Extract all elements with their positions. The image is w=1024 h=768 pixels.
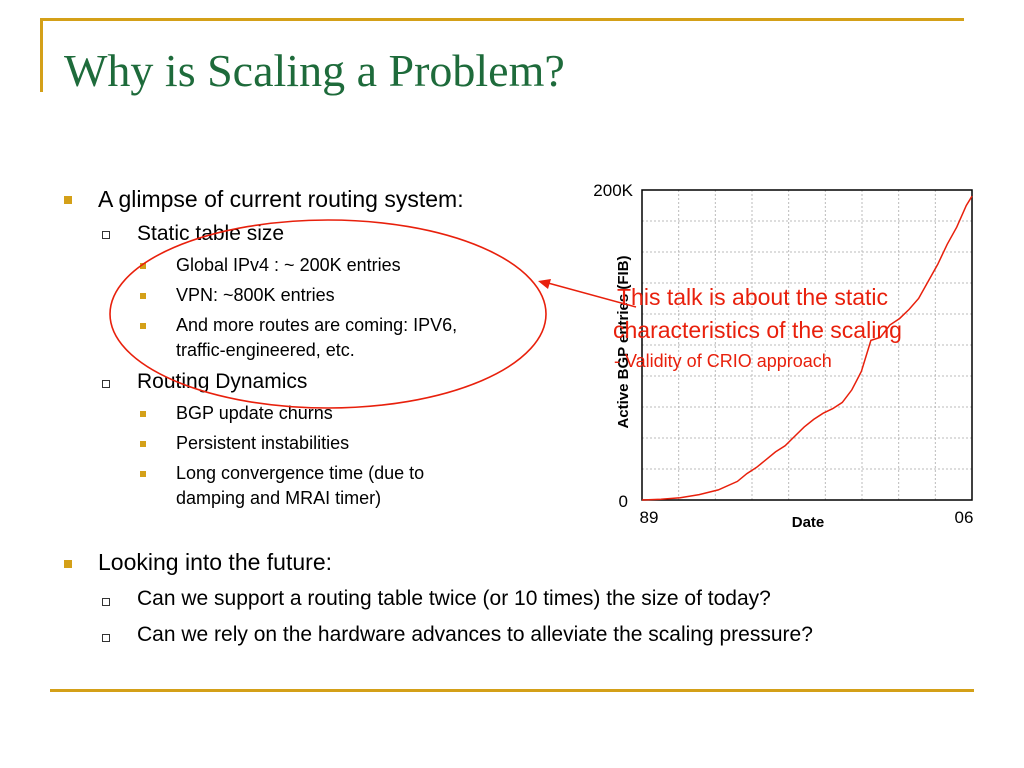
item-vpn: VPN: ~800K entries xyxy=(176,285,335,305)
item-global-ipv4: Global IPv4 : ~ 200K entries xyxy=(176,255,401,275)
callout-line-3: - Validity of CRIO approach xyxy=(614,351,832,371)
bullet-current-routing: A glimpse of current routing system: xyxy=(98,186,464,212)
x-axis-label: Date xyxy=(791,514,825,531)
callout-arrowhead xyxy=(538,279,551,289)
item-convergence: Long convergence time (due to xyxy=(176,463,425,483)
item-bgp-churns: BGP update churns xyxy=(176,403,333,423)
highlight-ellipse xyxy=(110,220,546,408)
slide-title: Why is Scaling a Problem? xyxy=(64,45,565,96)
x-tick-label-left: 89 xyxy=(639,508,659,527)
item-more-routes: And more routes are coming: IPV6, xyxy=(176,315,458,335)
y-tick-label-top: 200K xyxy=(593,181,633,200)
chart-grid xyxy=(642,190,972,500)
series-line-bgp-entries xyxy=(642,196,972,500)
item-hardware-advances: Can we rely on the hardware advances to alleviate the scaling pressure? xyxy=(137,623,813,646)
item-more-routes-cont: traffic-engineered, etc. xyxy=(176,340,355,360)
sub-bullet-routing-dynamics: Routing Dynamics xyxy=(137,370,308,393)
bullet-future: Looking into the future: xyxy=(98,549,332,575)
y-axis-label: Active BGP entries (FIB) xyxy=(615,255,632,429)
item-instabilities: Persistent instabilities xyxy=(176,433,350,453)
item-convergence-cont: damping and MRAI timer) xyxy=(176,488,382,508)
callout-line-1: This talk is about the static xyxy=(617,284,889,310)
x-tick-label-right: 06 xyxy=(954,508,974,527)
callout-line-2: characteristics of the scaling xyxy=(613,317,902,343)
item-support-twice: Can we support a routing table twice (or 10 times) the size of today? xyxy=(137,587,771,610)
y-tick-label-bottom: 0 xyxy=(618,492,628,511)
sub-bullet-static-table: Static table size xyxy=(137,222,285,245)
